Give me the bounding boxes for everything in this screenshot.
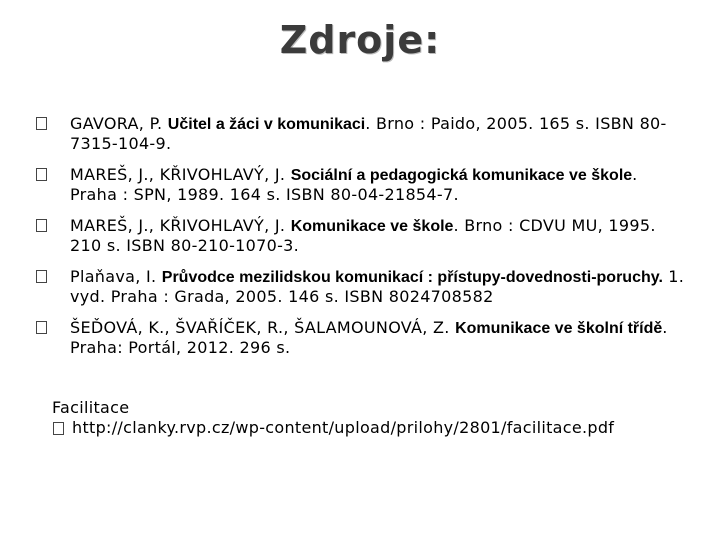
reference-item <box>36 267 686 306</box>
reference-details: . Praha: Portál, 2012. 296 s. <box>70 318 668 357</box>
reference-details: 1. vyd. Praha : Grada, 2005. 146 s. ISBN 8024708582 <box>70 267 685 306</box>
reference-title: Komunikace ve škole <box>290 218 454 235</box>
reference-item <box>36 165 686 204</box>
reference-title: Průvodce mezilidskou komunikací : přístupy-dovednosti-poruchy. <box>161 269 663 286</box>
reference-authors: MAREŠ, J., KŘIVOHLAVÝ, J. <box>70 165 291 184</box>
bullet-icon <box>36 117 47 130</box>
reference-item <box>36 216 686 255</box>
facilitace-item <box>52 418 614 438</box>
facilitace-link[interactable]: http://clanky.rvp.cz/wp-content/upload/prilohy/2801/facilitace.pdf <box>72 418 615 437</box>
bullet-icon <box>36 321 47 334</box>
reference-title: Sociální a pedagogická komunikace ve škole <box>290 167 633 184</box>
reference-title: Komunikace ve školní třídě <box>455 320 663 337</box>
reference-authors: ŠEĎOVÁ, K., ŠVAŘÍČEK, R., ŠALAMOUNOVÁ, Z. <box>70 318 456 337</box>
reference-details: . Praha : SPN, 1989. 164 s. ISBN 80-04-21854-7. <box>70 165 638 204</box>
bullet-icon <box>36 168 47 181</box>
reference-authors: GAVORA, P. <box>70 114 168 133</box>
reference-item <box>36 114 686 153</box>
facilitace-heading: Facilitace <box>52 398 130 417</box>
reference-details: . Brno : Paido, 2005. 165 s. ISBN 80-7315-104-9. <box>70 114 667 153</box>
reference-title: Učitel a žáci v komunikaci <box>167 116 366 133</box>
bullet-icon <box>36 219 47 232</box>
bullet-icon <box>53 422 64 435</box>
bullet-icon <box>36 270 47 283</box>
reference-authors: Plaňava, I. <box>70 267 162 286</box>
reference-authors: MAREŠ, J., KŘIVOHLAVÝ, J. <box>70 216 291 235</box>
facilitace-section <box>52 398 614 438</box>
reference-list <box>36 114 686 369</box>
reference-item <box>36 318 686 357</box>
slide-title: Zdroje: <box>279 18 441 62</box>
reference-details: . Brno : CDVU MU, 1995. 210 s. ISBN 80-210-1070-3. <box>70 216 656 255</box>
